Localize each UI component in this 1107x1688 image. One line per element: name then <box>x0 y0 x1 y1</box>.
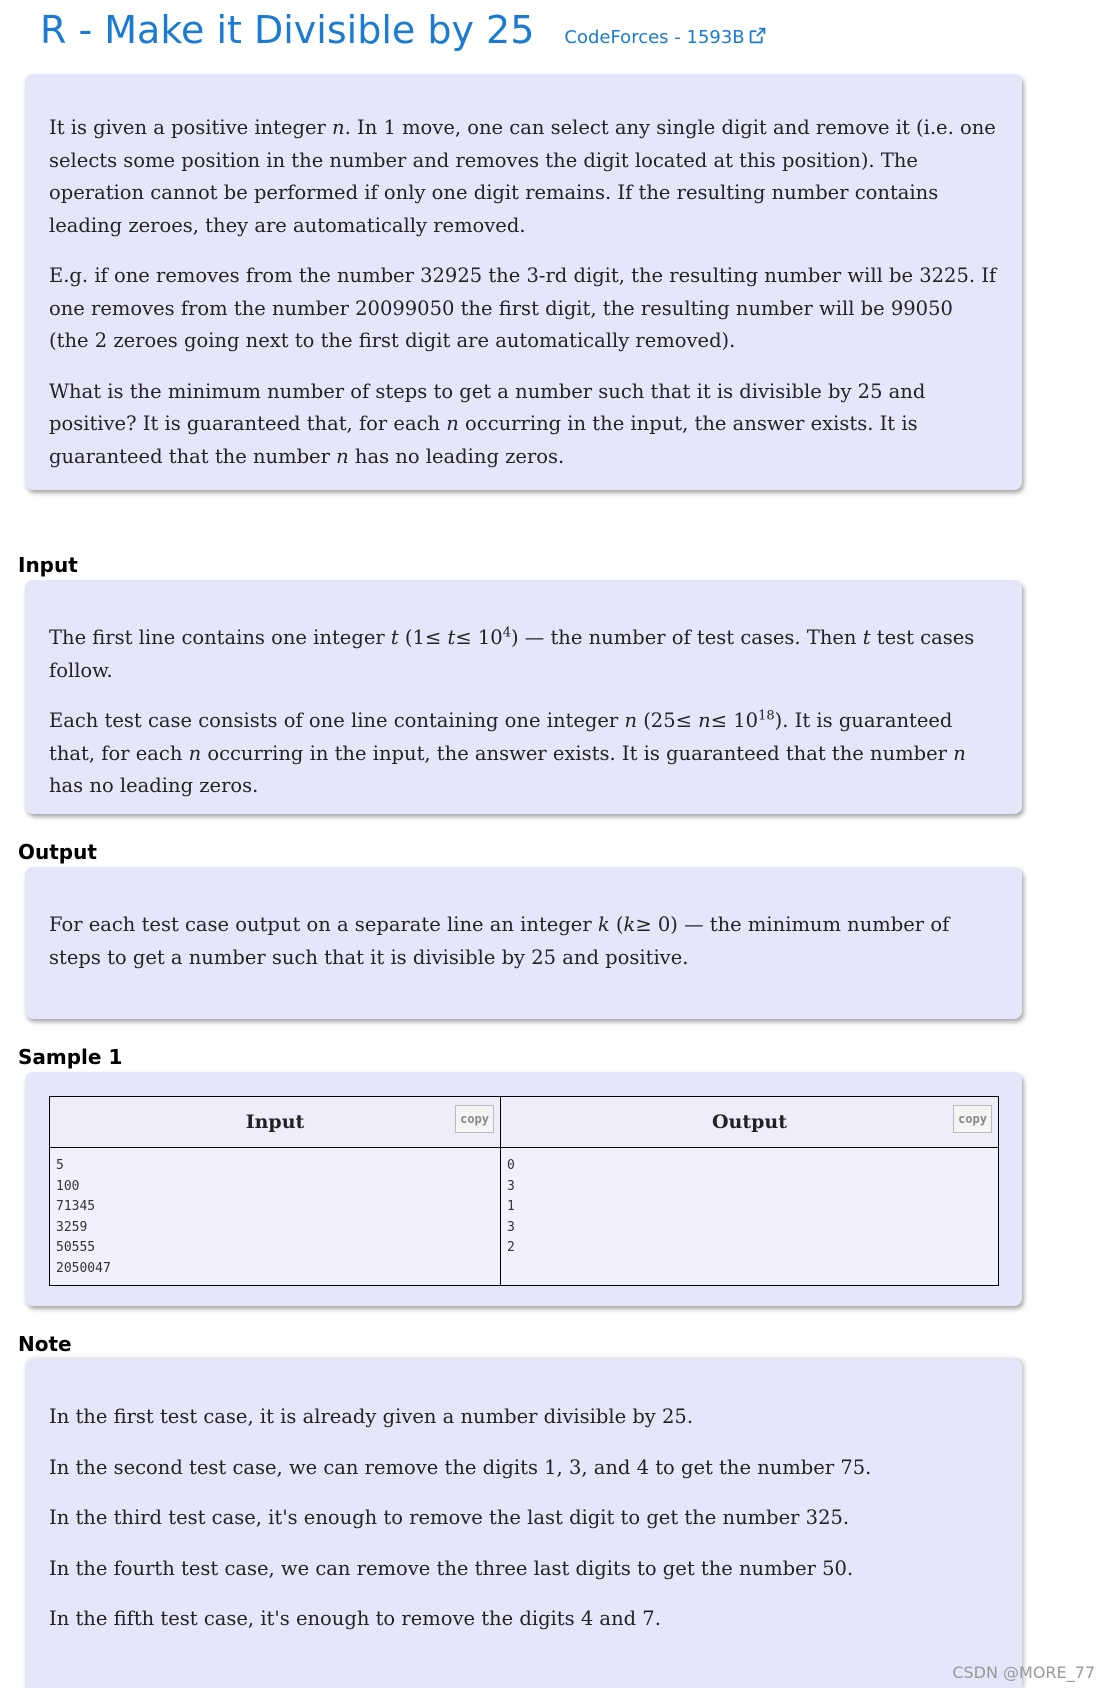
statement-panel <box>25 74 1022 490</box>
sample-table <box>49 1096 999 1286</box>
problem-title: R - Make it Divisible by 25 <box>40 8 535 52</box>
sample-input-text: 5 100 71345 3259 50555 2050047 <box>56 1158 111 1276</box>
watermark: CSDN @MORE_77 <box>952 1663 1095 1682</box>
sample-output-cell <box>501 1148 999 1286</box>
source-link[interactable] <box>564 27 765 49</box>
note-line: In the third test case, it's enough to remove the last digit to get the number 325. <box>49 1506 850 1529</box>
statement-paragraph-3: What is the minimum number of steps to get a number such that it is divisible by 25 and positive? It is guaranteed that, for each n occurring in the input, the answer exists. It is guaranteed that the number n has no leading zeros. <box>49 379 926 468</box>
sample-output-text: 0 3 1 3 2 <box>507 1158 515 1255</box>
sample-input-cell <box>50 1148 501 1286</box>
external-link-icon <box>749 27 766 49</box>
sample-input-header <box>50 1097 501 1148</box>
statement-paragraph-1: It is given a positive integer n. In 1 move, one can select any single digit and remove it (i.e. one selects some position in the number and removes the digit located at this position). The operation cannot be performed if only one digit remains. If the resulting number contains leading zeroes, they are automatically removed. <box>49 116 996 237</box>
sample-section-label: Sample 1 <box>18 1045 123 1069</box>
output-panel <box>25 867 1022 1019</box>
note-section-label: Note <box>18 1332 72 1356</box>
input-paragraph-1: The first line contains one integer t $(1\le t\le 10^4)$ — the number of test cases. Then t test cases follow. <box>49 625 975 682</box>
problem-header <box>40 8 766 52</box>
input-section-label: Input <box>18 553 78 577</box>
copy-output-button[interactable]: copy <box>953 1105 992 1133</box>
note-line: In the second test case, we can remove the digits 1, 3, and 4 to get the number 75. <box>49 1455 872 1479</box>
note-line: In the fifth test case, it's enough to remove the digits 4 and 7. <box>49 1607 661 1630</box>
output-section-label: Output <box>18 840 97 864</box>
input-panel <box>25 580 1022 814</box>
note-line: In the fourth test case, we can remove the three last digits to get the number 50. <box>49 1556 854 1580</box>
sample-panel <box>25 1072 1022 1306</box>
source-link-text: CodeForces - 1593B <box>564 27 745 48</box>
statement-paragraph-2: E.g. if one removes from the number 32925 the 3-rd digit, the resulting number will be 3225. If one removes from the number 20099050 the first digit, the resulting number will be 99050 (the 2 zeroes going next to the first digit are automatically removed). <box>49 264 997 352</box>
sample-output-header-label: Output <box>711 1110 788 1133</box>
input-paragraph-2: Each test case consists of one line containing one integer n $(25\le n\le 10^{18})$. It is guaranteed that, for each n occurring in the input, the answer exists. It is guaranteed that the number n has no leading zeros. <box>49 708 966 797</box>
output-paragraph-1: For each test case output on a separate line an integer k (k≥ 0) — the minimum number of steps to get a number such that it is divisible by 25 and positive. <box>49 913 950 969</box>
sample-output-header <box>501 1097 999 1148</box>
note-line: In the first test case, it is already given a number divisible by 25. <box>49 1405 694 1428</box>
copy-input-button[interactable]: copy <box>455 1105 494 1133</box>
note-panel <box>25 1359 1022 1688</box>
sample-input-header-label: Input <box>245 1110 305 1133</box>
